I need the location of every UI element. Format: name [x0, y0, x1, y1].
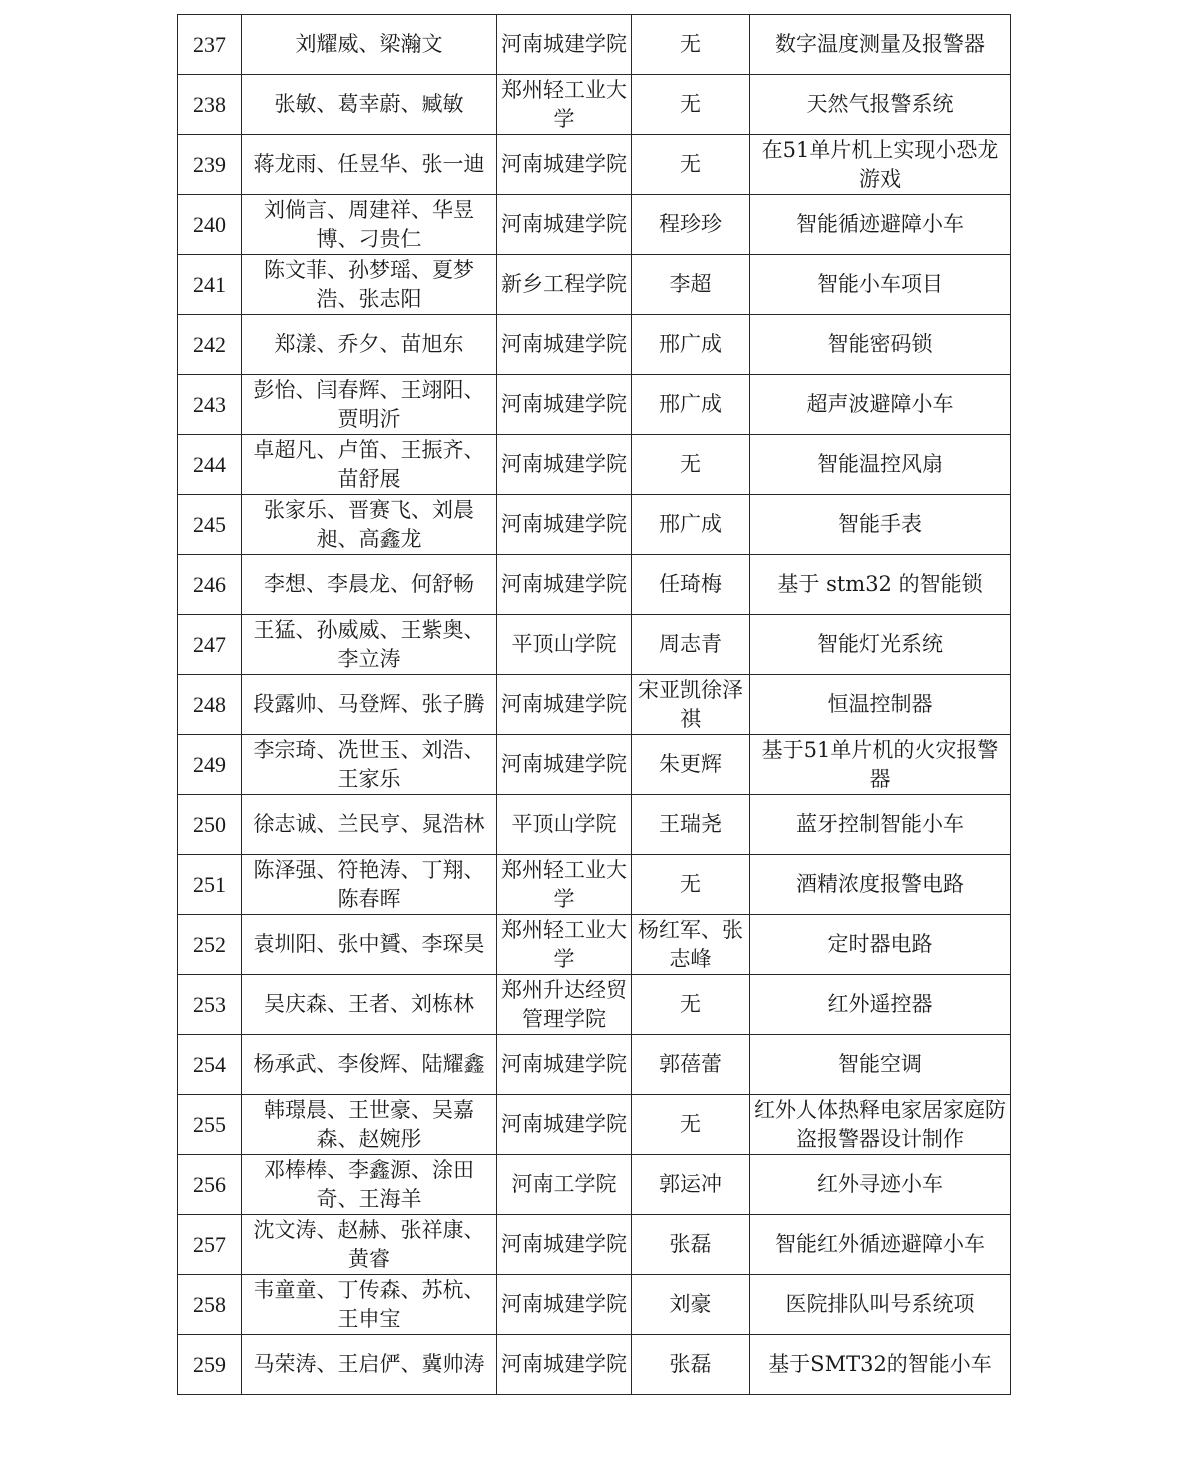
cell-advisor: 程珍珍 — [632, 195, 750, 255]
cell-project: 基于 stm32 的智能锁 — [750, 555, 1011, 615]
cell-advisor: 朱更辉 — [632, 735, 750, 795]
cell-school: 新乡工程学院 — [497, 255, 632, 315]
cell-members: 刘耀威、梁瀚文 — [242, 15, 497, 75]
cell-school: 河南城建学院 — [497, 1095, 632, 1155]
table-row — [178, 315, 1011, 375]
table-row — [178, 75, 1011, 135]
cell-school: 河南城建学院 — [497, 495, 632, 555]
cell-number: 253 — [178, 975, 242, 1035]
table-row — [178, 795, 1011, 855]
cell-school: 河南工学院 — [497, 1155, 632, 1215]
cell-advisor: 杨红军、张志峰 — [632, 915, 750, 975]
cell-number: 255 — [178, 1095, 242, 1155]
cell-school: 河南城建学院 — [497, 15, 632, 75]
cell-members: 彭怡、闫春辉、王翊阳、贾明沂 — [242, 375, 497, 435]
cell-project: 智能密码锁 — [750, 315, 1011, 375]
cell-project: 智能红外循迹避障小车 — [750, 1215, 1011, 1275]
cell-advisor: 张磊 — [632, 1335, 750, 1395]
cell-school: 郑州轻工业大学 — [497, 915, 632, 975]
cell-advisor: 周志青 — [632, 615, 750, 675]
cell-school: 郑州升达经贸管理学院 — [497, 975, 632, 1035]
cell-project: 智能灯光系统 — [750, 615, 1011, 675]
cell-members: 李想、李晨龙、何舒畅 — [242, 555, 497, 615]
cell-advisor: 无 — [632, 135, 750, 195]
cell-project: 红外遥控器 — [750, 975, 1011, 1035]
cell-members: 刘倘言、周建祥、华昱博、刁贵仁 — [242, 195, 497, 255]
cell-members: 郑漾、乔夕、苗旭东 — [242, 315, 497, 375]
cell-advisor: 王瑞尧 — [632, 795, 750, 855]
table-row — [178, 675, 1011, 735]
cell-number: 258 — [178, 1275, 242, 1335]
cell-school: 河南城建学院 — [497, 315, 632, 375]
cell-project: 智能空调 — [750, 1035, 1011, 1095]
cell-advisor: 任琦梅 — [632, 555, 750, 615]
cell-advisor: 刘豪 — [632, 1275, 750, 1335]
table-row — [178, 375, 1011, 435]
table-row — [178, 1095, 1011, 1155]
cell-advisor: 无 — [632, 855, 750, 915]
cell-project: 数字温度测量及报警器 — [750, 15, 1011, 75]
cell-number: 248 — [178, 675, 242, 735]
cell-school: 平顶山学院 — [497, 795, 632, 855]
cell-project: 基于51单片机的火灾报警器 — [750, 735, 1011, 795]
cell-number: 241 — [178, 255, 242, 315]
table-row — [178, 135, 1011, 195]
cell-project: 基于SMT32的智能小车 — [750, 1335, 1011, 1395]
cell-school: 河南城建学院 — [497, 1215, 632, 1275]
cell-advisor: 无 — [632, 15, 750, 75]
cell-number: 254 — [178, 1035, 242, 1095]
cell-advisor: 无 — [632, 75, 750, 135]
cell-school: 河南城建学院 — [497, 1035, 632, 1095]
cell-members: 王猛、孙威威、王紫奥、李立涛 — [242, 615, 497, 675]
table-row — [178, 1035, 1011, 1095]
cell-number: 239 — [178, 135, 242, 195]
cell-members: 卓超凡、卢笛、王振齐、苗舒展 — [242, 435, 497, 495]
cell-project: 定时器电路 — [750, 915, 1011, 975]
cell-number: 238 — [178, 75, 242, 135]
table-row — [178, 15, 1011, 75]
cell-number: 252 — [178, 915, 242, 975]
cell-school: 平顶山学院 — [497, 615, 632, 675]
table-row — [178, 435, 1011, 495]
table-row — [178, 735, 1011, 795]
cell-number: 251 — [178, 855, 242, 915]
table-row — [178, 615, 1011, 675]
cell-advisor: 郭蓓蕾 — [632, 1035, 750, 1095]
cell-project: 智能温控风扇 — [750, 435, 1011, 495]
cell-school: 河南城建学院 — [497, 375, 632, 435]
cell-members: 蒋龙雨、任昱华、张一迪 — [242, 135, 497, 195]
cell-advisor: 无 — [632, 1095, 750, 1155]
cell-number: 250 — [178, 795, 242, 855]
cell-members: 段露帅、马登辉、张子腾 — [242, 675, 497, 735]
cell-advisor: 邢广成 — [632, 375, 750, 435]
cell-school: 河南城建学院 — [497, 1275, 632, 1335]
cell-members: 张敏、葛幸蔚、臧敏 — [242, 75, 497, 135]
cell-project: 智能循迹避障小车 — [750, 195, 1011, 255]
cell-members: 袁圳阳、张中贇、李琛昊 — [242, 915, 497, 975]
table-row — [178, 1215, 1011, 1275]
cell-school: 河南城建学院 — [497, 675, 632, 735]
table-row — [178, 855, 1011, 915]
cell-members: 陈泽强、符艳涛、丁翔、陈春晖 — [242, 855, 497, 915]
cell-project: 酒精浓度报警电路 — [750, 855, 1011, 915]
cell-number: 257 — [178, 1215, 242, 1275]
cell-school: 河南城建学院 — [497, 735, 632, 795]
cell-project: 在51单片机上实现小恐龙游戏 — [750, 135, 1011, 195]
cell-number: 242 — [178, 315, 242, 375]
cell-advisor: 无 — [632, 435, 750, 495]
cell-project: 医院排队叫号系统项 — [750, 1275, 1011, 1335]
cell-number: 243 — [178, 375, 242, 435]
table-row — [178, 1275, 1011, 1335]
cell-project: 恒温控制器 — [750, 675, 1011, 735]
cell-number: 244 — [178, 435, 242, 495]
cell-members: 韦童童、丁传森、苏杭、王申宝 — [242, 1275, 497, 1335]
cell-number: 259 — [178, 1335, 242, 1395]
cell-number: 247 — [178, 615, 242, 675]
cell-number: 245 — [178, 495, 242, 555]
table-row — [178, 1335, 1011, 1395]
cell-advisor: 张磊 — [632, 1215, 750, 1275]
table-body — [178, 15, 1011, 1395]
cell-number: 237 — [178, 15, 242, 75]
cell-number: 249 — [178, 735, 242, 795]
cell-project: 智能小车项目 — [750, 255, 1011, 315]
table-row — [178, 975, 1011, 1035]
cell-members: 徐志诚、兰民亨、晁浩林 — [242, 795, 497, 855]
cell-number: 246 — [178, 555, 242, 615]
cell-project: 超声波避障小车 — [750, 375, 1011, 435]
table-row — [178, 495, 1011, 555]
cell-project: 红外人体热释电家居家庭防盗报警器设计制作 — [750, 1095, 1011, 1155]
cell-project: 智能手表 — [750, 495, 1011, 555]
cell-project: 蓝牙控制智能小车 — [750, 795, 1011, 855]
cell-advisor: 邢广成 — [632, 315, 750, 375]
cell-advisor: 宋亚凯徐泽祺 — [632, 675, 750, 735]
cell-school: 河南城建学院 — [497, 1335, 632, 1395]
table-row — [178, 255, 1011, 315]
cell-members: 陈文菲、孙梦瑶、夏梦浩、张志阳 — [242, 255, 497, 315]
cell-advisor: 李超 — [632, 255, 750, 315]
cell-members: 张家乐、晋赛飞、刘晨昶、高鑫龙 — [242, 495, 497, 555]
cell-members: 马荣涛、王启俨、冀帅涛 — [242, 1335, 497, 1395]
cell-school: 河南城建学院 — [497, 555, 632, 615]
table-row — [178, 555, 1011, 615]
cell-project: 红外寻迹小车 — [750, 1155, 1011, 1215]
cell-members: 吴庆森、王者、刘栋林 — [242, 975, 497, 1035]
results-table — [177, 14, 1011, 1395]
cell-advisor: 郭运冲 — [632, 1155, 750, 1215]
cell-members: 邓棒棒、李鑫源、涂田奇、王海羊 — [242, 1155, 497, 1215]
cell-school: 郑州轻工业大学 — [497, 855, 632, 915]
cell-members: 韩璟晨、王世豪、吴嘉森、赵婉彤 — [242, 1095, 497, 1155]
cell-school: 河南城建学院 — [497, 135, 632, 195]
cell-advisor: 无 — [632, 975, 750, 1035]
cell-school: 河南城建学院 — [497, 435, 632, 495]
cell-school: 河南城建学院 — [497, 195, 632, 255]
cell-number: 256 — [178, 1155, 242, 1215]
cell-advisor: 邢广成 — [632, 495, 750, 555]
cell-members: 沈文涛、赵赫、张祥康、黄睿 — [242, 1215, 497, 1275]
cell-school: 郑州轻工业大学 — [497, 75, 632, 135]
cell-members: 李宗琦、冼世玉、刘浩、王家乐 — [242, 735, 497, 795]
cell-number: 240 — [178, 195, 242, 255]
table-row — [178, 1155, 1011, 1215]
table-row — [178, 195, 1011, 255]
cell-members: 杨承武、李俊辉、陆耀鑫 — [242, 1035, 497, 1095]
table-row — [178, 915, 1011, 975]
cell-project: 天然气报警系统 — [750, 75, 1011, 135]
